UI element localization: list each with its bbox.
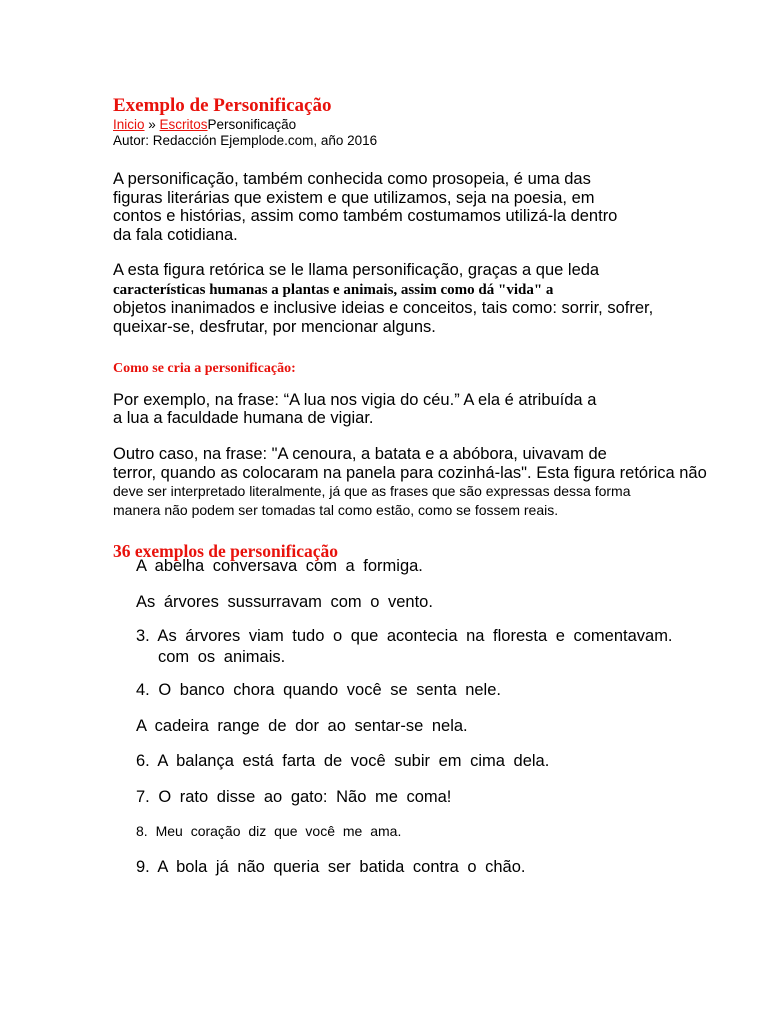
example-text: 6. A balança está farta de você subir em cima dela. — [136, 752, 550, 770]
how-heading: Como se cria a personificação: — [113, 360, 296, 376]
example-line: a lua a faculdade humana de vigiar. — [113, 409, 374, 428]
intro-line: A personificação, também conhecida como prosopeia, é uma das — [113, 170, 591, 188]
example-text: A cadeira range de dor ao sentar-se nela. — [136, 717, 468, 735]
example-text: 3. As árvores viam tudo o que acontecia na floresta e comentavam. — [136, 627, 673, 645]
list-item — [136, 716, 468, 737]
intro-line: figuras literárias que existem e que utilizamos, seja na poesia, em — [113, 188, 595, 207]
list-item — [136, 556, 423, 577]
list-item — [136, 626, 673, 668]
author-line: Autor: Redacción Ejemplode.com, año 2016 — [113, 133, 378, 148]
example-paragraph — [113, 391, 713, 428]
example-text: 7. O rato disse ao gato: Não me coma! — [136, 788, 452, 806]
list-item — [136, 592, 433, 613]
example-text: A abelha conversava com a formiga. — [136, 557, 423, 575]
other-case-paragraph — [113, 445, 713, 520]
intro-paragraph — [113, 170, 713, 245]
example-continuation: com os animais. — [158, 648, 286, 666]
definition-line: queixar-se, desfrutar, por mencionar alguns. — [113, 317, 436, 336]
example-line: Por exemplo, na frase: “A lua nos vigia do céu.” A ela é atribuída a — [113, 390, 597, 409]
document-page — [113, 95, 713, 561]
example-text: As árvores sussurravam com o vento. — [136, 593, 433, 611]
list-item — [136, 680, 501, 701]
other-case-line: Outro caso, na frase: "A cenoura, a batata e a abóbora, uivavam de — [113, 445, 607, 464]
list-item — [136, 787, 451, 808]
definition-line: A esta figura retórica se le llama personificação, graças a que leda — [113, 260, 600, 279]
example-text: 8. Meu coração diz que você me ama. — [136, 823, 402, 839]
page-title: Exemplo de Personificação — [113, 95, 332, 116]
breadcrumb-section-link[interactable]: Escritos — [159, 117, 208, 132]
definition-line: objetos inanimados e inclusive ideias e conceitos, tais como: sorrir, sofrer, — [113, 299, 654, 318]
list-item — [136, 751, 549, 772]
other-case-line: terror, quando as colocaram na panela para cozinhá-las". Esta figura retórica não — [113, 463, 707, 482]
example-text: 4. O banco chora quando você se senta nele. — [136, 681, 501, 699]
list-item — [136, 857, 526, 878]
definition-bold-line: características humanas a plantas e animais, assim como dá "vida" a — [113, 281, 554, 298]
other-case-line: deve ser interpretado literalmente, já que as frases que são expressas dessa forma — [113, 483, 631, 500]
breadcrumb-current: Personificação — [207, 117, 297, 132]
breadcrumb-separator: » — [144, 117, 160, 132]
definition-paragraph — [113, 261, 713, 337]
examples-heading: 36 exemplos de personificação — [113, 540, 339, 561]
intro-line: da fala cotidiana. — [113, 226, 238, 245]
breadcrumb-home-link[interactable]: Inicio — [113, 117, 145, 132]
other-case-line: manera não podem ser tomadas tal como estão, como se fossem reais. — [113, 502, 559, 519]
breadcrumb — [113, 117, 713, 133]
list-item — [136, 821, 401, 842]
intro-line: contos e histórias, assim como também costumamos utilizá-la dentro — [113, 207, 618, 226]
example-text: 9. A bola já não queria ser batida contra o chão. — [136, 858, 526, 876]
